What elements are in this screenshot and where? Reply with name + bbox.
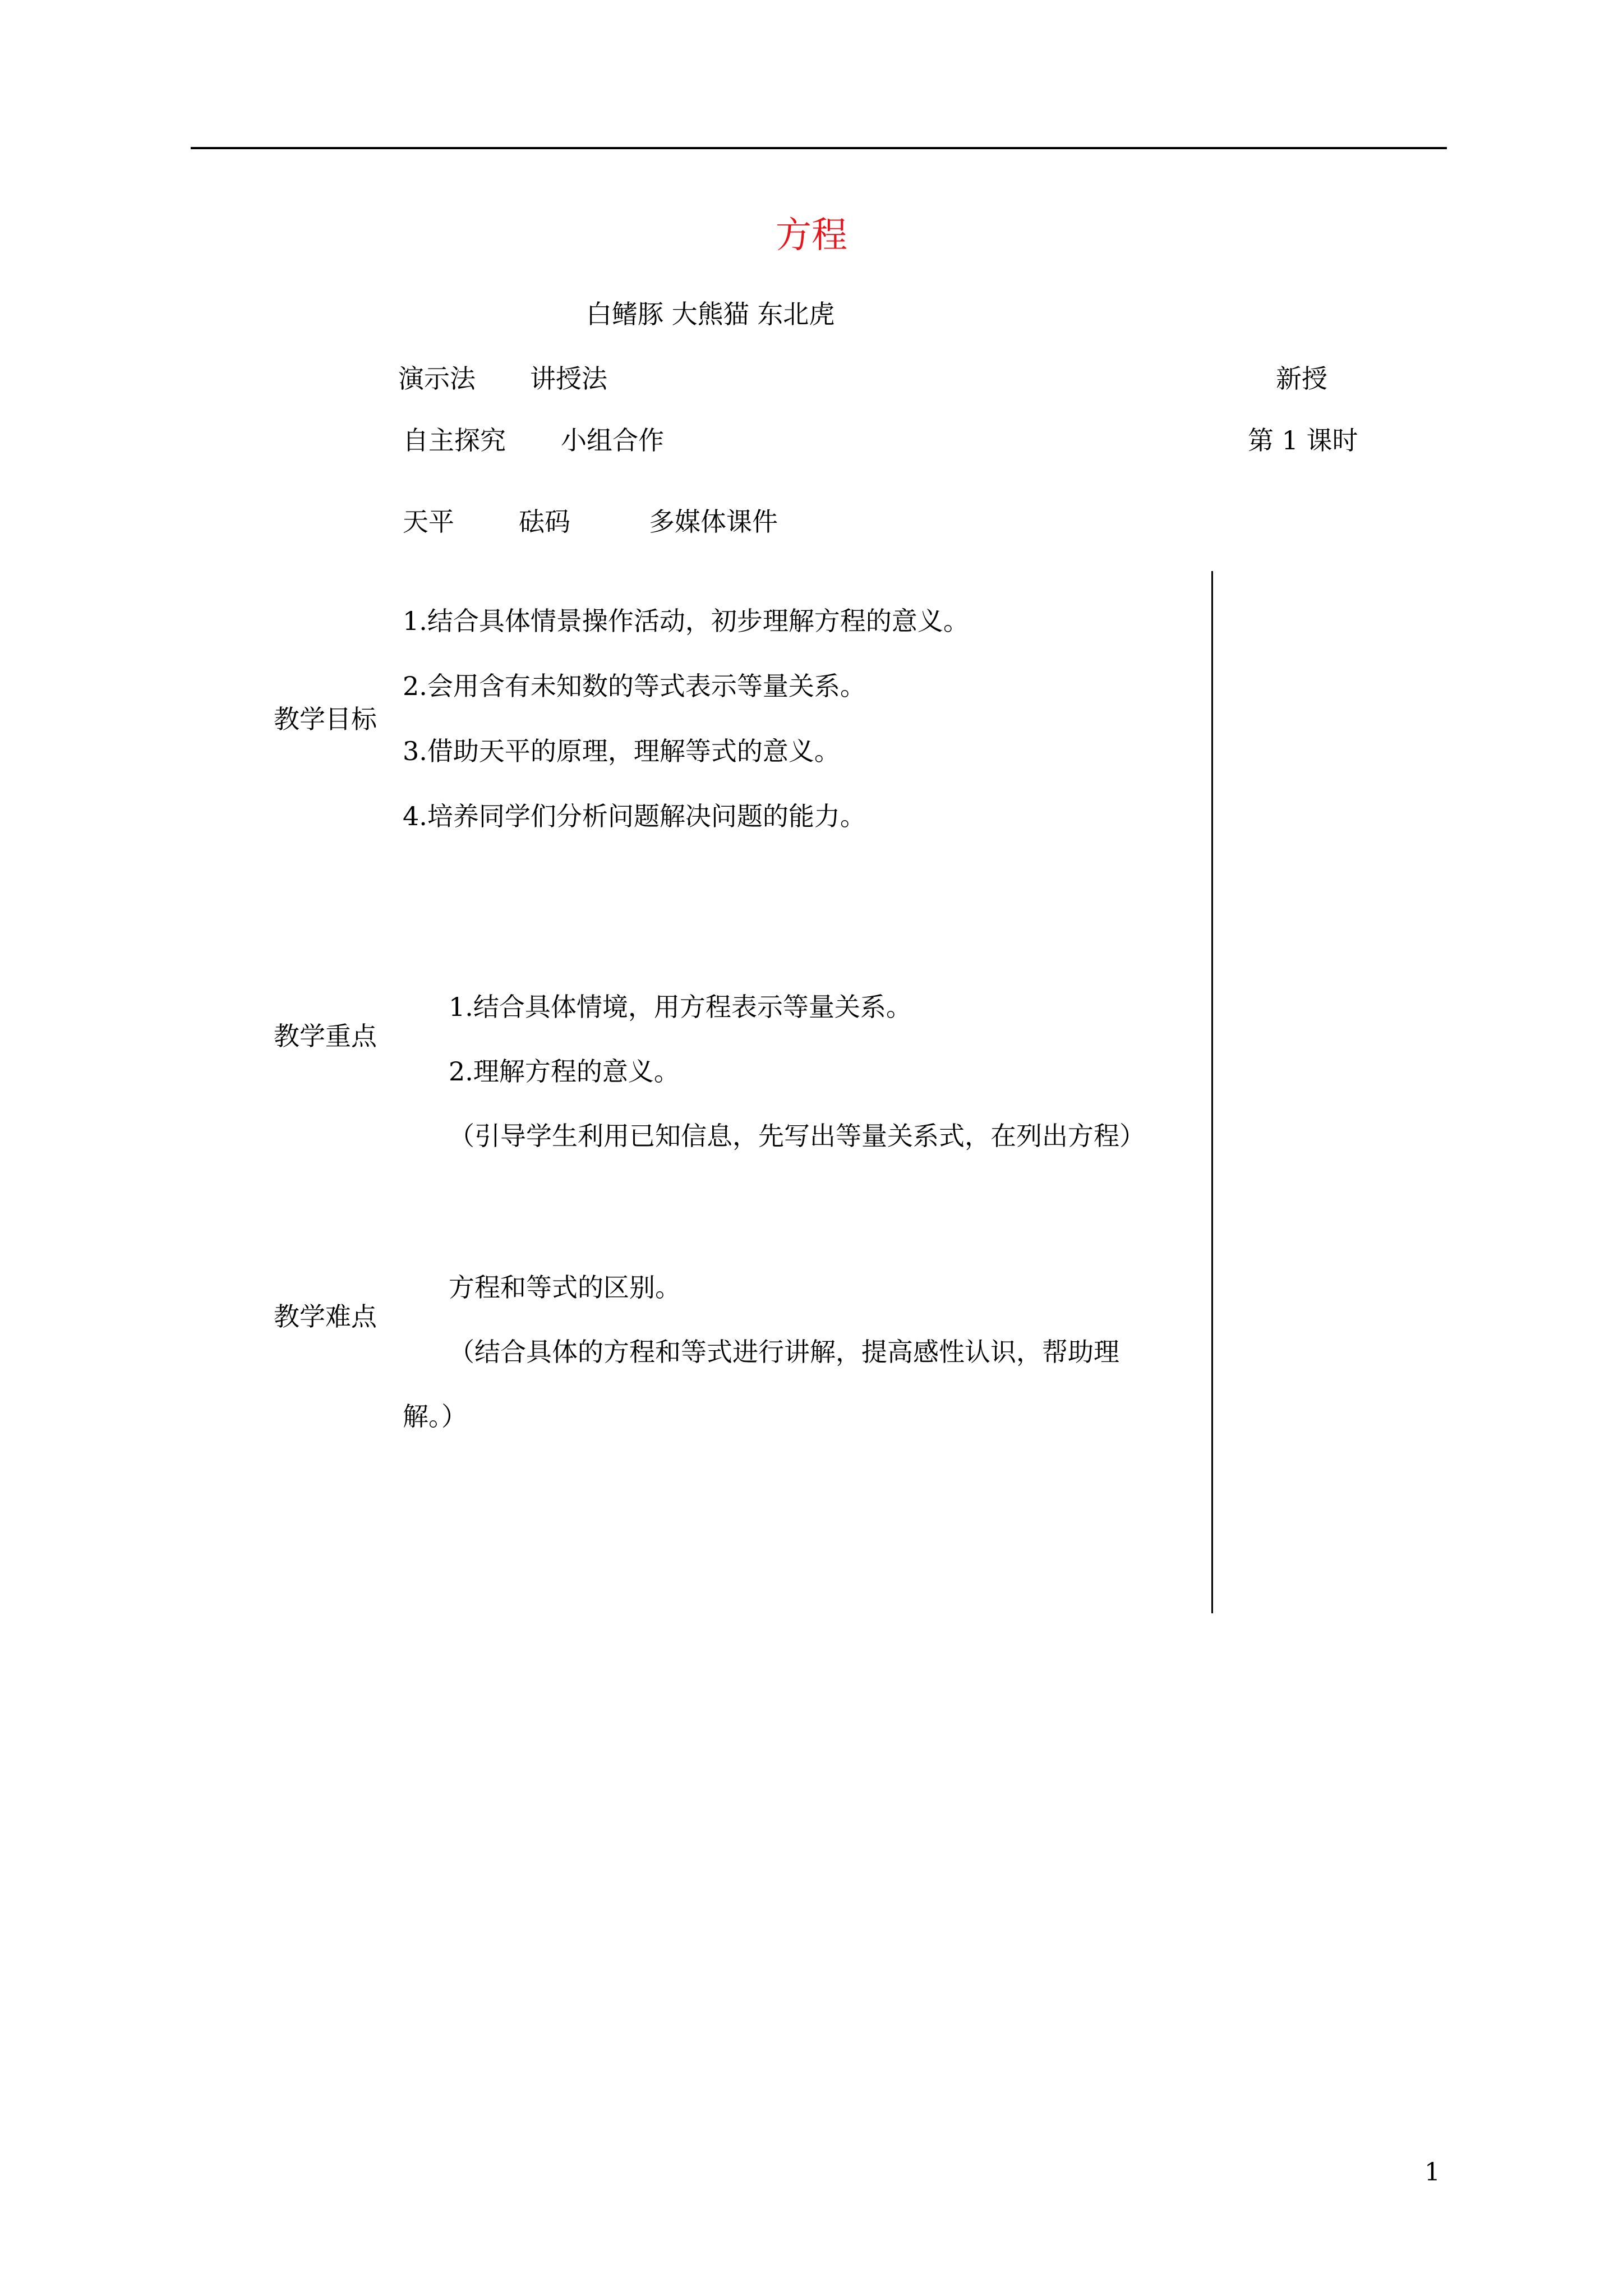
material-3: 多媒体课件 [649,507,778,537]
objective-item: 4.培养同学们分析问题解决问题的能力。 [403,801,866,831]
lesson-type: 新授 [1276,364,1327,394]
difficulty-note: （结合具体的方程和等式进行讲解，提高感性认识，帮助理 [449,1337,1119,1367]
difficulty-item: 方程和等式的区别。 [449,1272,681,1303]
objective-item: 3.借助天平的原理，理解等式的意义。 [403,736,840,766]
page-title: 方程 [776,215,847,256]
learning-method-1: 自主探究 [403,425,506,455]
animals-line: 白鳍豚 大熊猫 东北虎 [586,299,835,329]
objective-item: 2.会用含有未知数的等式表示等量关系。 [403,671,866,701]
key-point-item: 1.结合具体情境，用方程表示等量关系。 [449,992,912,1022]
header-rule [191,147,1447,149]
learning-method-2: 小组合作 [561,425,664,455]
key-points-label: 教学重点 [274,1021,377,1051]
page-number: 1 [1424,2158,1440,2187]
key-point-item: 2.理解方程的意义。 [449,1056,680,1087]
lesson-period: 第 1 课时 [1248,425,1358,455]
teaching-method-1: 演示法 [398,364,476,394]
difficulty-note-continued: 解。） [403,1401,467,1432]
objective-item: 1.结合具体情景操作活动，初步理解方程的意义。 [403,606,969,636]
table-divider [1211,571,1213,1613]
key-point-note: （引导学生利用已知信息，先写出等量关系式，在列出方程） [449,1121,1145,1151]
objectives-label: 教学目标 [274,704,377,734]
material-2: 砝码 [519,507,570,537]
difficulties-label: 教学难点 [274,1301,377,1332]
teaching-method-2: 讲授法 [530,364,607,394]
material-1: 天平 [403,507,454,537]
